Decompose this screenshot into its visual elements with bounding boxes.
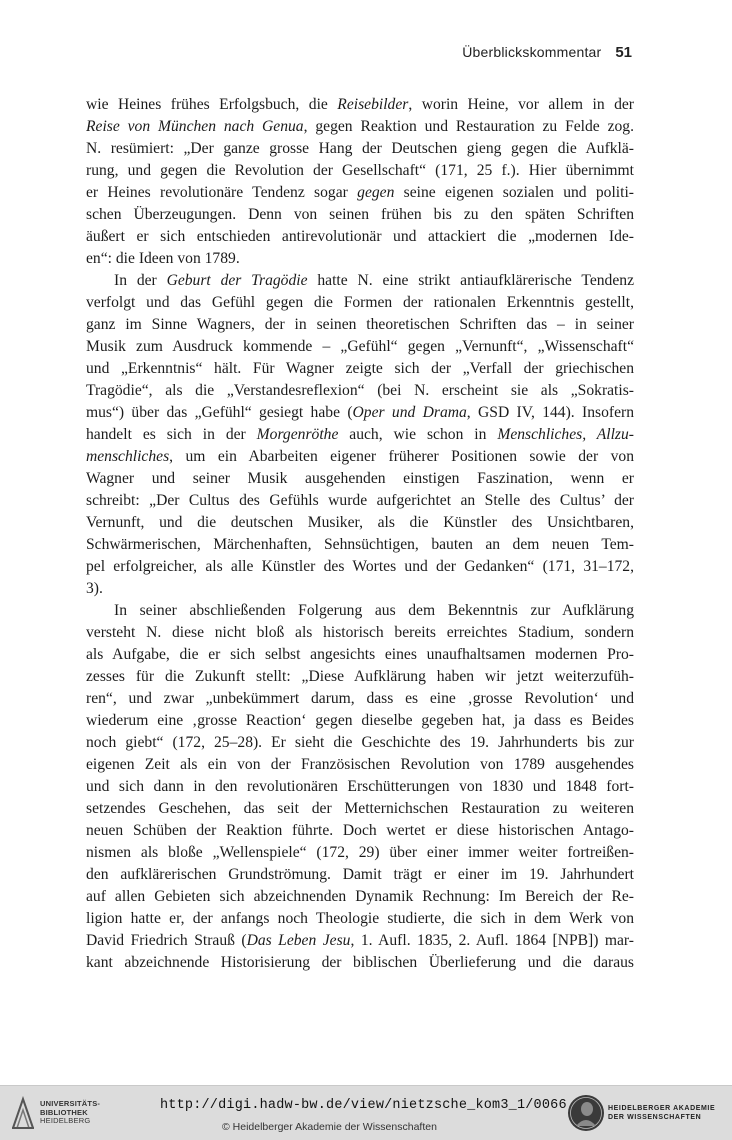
text-line: In der Geburt der Tragödie hatte N. eine strikt antiaufklärerische Tendenz	[114, 272, 634, 289]
library-logo[interactable]	[10, 1094, 106, 1134]
library-name-line1: UNIVERSITÄTS-	[40, 1099, 101, 1108]
text-line: er Heines revolutionäre Tendenz sogar gegen seine eigenen sozialen und politi-	[86, 184, 634, 201]
page-number: 51	[615, 44, 632, 61]
text-line: menschliches, um ein Abarbeiten eigener früherer Positionen sowie der von	[86, 448, 634, 465]
running-head	[462, 44, 632, 61]
footer-bar	[0, 1085, 732, 1140]
text-line: noch giebt“ (172, 25–28). Er sieht die Geschichte des 19. Jahrhunderts bis zur	[86, 734, 634, 751]
text-line: en“: die Ideen von 1789.	[86, 250, 240, 267]
text-line: schen Überzeugungen. Denn von seinen frühen bis zu den späten Schriften	[86, 206, 634, 223]
text-line: mus“) über das „Gefühl“ gesiegt habe (Oper und Drama, GSD IV, 144). Insofern	[86, 404, 634, 421]
text-line: wiederum eine ‚grosse Reaction‘ gegen dieselbe gegeben hat, ja dass es Beides	[86, 712, 634, 729]
text-line: äußert er sich entschieden antirevolutionär und attackiert die „modernen Ide-	[86, 228, 634, 245]
text-line: Vernunft, und die deutschen Musiker, als die Künstler des Unsichtbaren,	[86, 514, 634, 531]
academy-name-line1: HEIDELBERGER AKADEMIE	[608, 1105, 716, 1112]
text-line: kant abzeichnende Historisierung der biblischen Überlieferung und die daraus	[86, 954, 634, 971]
text-line: wie Heines frühes Erfolgsbuch, die Reisebilder, worin Heine, vor allem in der	[86, 96, 634, 113]
academy-portrait-icon	[566, 1092, 606, 1134]
library-seal-icon	[10, 1096, 36, 1130]
permalink-url[interactable]: http://digi.hadw-bw.de/view/nietzsche_kom3_1/0066	[160, 1098, 567, 1113]
text-line: Musik zum Ausdruck kommende – „Gefühl“ gegen „Vernunft“, „Wissenschaft“	[86, 338, 634, 355]
text-line: und sich dann in den revolutionären Erschütterungen von 1830 und 1848 fort-	[86, 778, 634, 795]
text-line: In seiner abschließenden Folgerung aus dem Bekenntnis zur Aufklärung	[114, 602, 634, 619]
text-line: pel erfolgreicher, als alle Künstler des Wortes und der Gedanken“ (171, 31–172,	[86, 558, 634, 575]
text-line: Tragödie“, als die „Verstandesreflexion“ (bei N. erscheint sie als „Sokratis-	[86, 382, 634, 399]
text-line: verfolgt und das Gefühl gegen die Formen der rationalen Erkenntnis gestellt,	[86, 294, 634, 311]
text-line: ligion hatte er, der anfangs noch Theologie studierte, die sich in dem Werk von	[86, 910, 634, 927]
academy-logo[interactable]	[566, 1092, 726, 1134]
text-line: Reise von München nach Genua, gegen Reaktion und Restauration zu Felde zog.	[86, 118, 634, 135]
library-name-line3: HEIDELBERG	[40, 1116, 91, 1125]
library-name-line2: BIBLIOTHEK	[40, 1107, 88, 1117]
text-line: versteht N. diese nicht bloß als historisch bereits erreichtes Stadium, sondern	[86, 624, 634, 641]
text-line: auf allen Gebieten sich abzeichnenden Dynamik Rechnung: Im Bereich der Re-	[86, 888, 634, 905]
text-line: und „Erkenntnis“ hält. Für Wagner zeigte sich der „Verfall der griechischen	[86, 360, 634, 377]
text-line: ganz im Sinne Wagners, der in seinen theoretischen Schriften das – in seiner	[86, 316, 634, 333]
text-line: N. resümiert: „Der ganze grosse Hang der Deutschen gieng gegen die Aufklä-	[86, 140, 634, 157]
text-line: schreibt: „Der Cultus des Gefühls wurde aufgerichtet an Stelle des Cultus’ der	[86, 492, 634, 509]
text-line: eigenen Zeit als ein von der Französischen Revolution von 1789 ausgehendes	[86, 756, 634, 773]
text-line: ren“, und zwar „unbekümmert darum, dass es eine ‚grosse Revolution‘ und	[86, 690, 634, 707]
copyright-notice: © Heidelberger Akademie der Wissenschaften	[222, 1121, 437, 1133]
text-line: handelt es sich in der Morgenröthe auch, wie schon in Menschliches, Allzu-	[86, 426, 634, 443]
text-line: setzendes Geschehen, das seit der Metternichschen Restauration zu weiteren	[86, 800, 634, 817]
text-line: als Aufgabe, die er sich selbst angesichts eines unaufhaltsamen modernen Pro-	[86, 646, 634, 663]
text-line: den aufklärerischen Grundströmung. Damit trägt er einer im 19. Jahrhundert	[86, 866, 634, 883]
text-line: Schwärmerischen, Märchenhaften, Sehnsüchtigen, bauten an dem neuen Tem-	[86, 536, 634, 553]
text-line: zesses für die Zukunft stellt: „Diese Aufklärung haben wir jetzt weiterzufüh-	[86, 668, 634, 685]
academy-name-line2: DER WISSENSCHAFTEN	[608, 1114, 702, 1121]
running-head-title: Überblickskommentar	[462, 44, 602, 60]
text-line: 3).	[86, 580, 103, 597]
text-line: Wagner und seiner Musik ausgehenden einstigen Faszination, wenn er	[86, 470, 634, 487]
text-line: nismen als bloße „Wellenspiele“ (172, 29) über einer immer weiter fortreißen-	[86, 844, 634, 861]
text-line: David Friedrich Strauß (Das Leben Jesu, 1. Aufl. 1835, 2. Aufl. 1864 [NPB]) mar-	[86, 932, 634, 949]
text-line: neuen Schüben der Reaktion führte. Doch wertet er diese historischen Antago-	[86, 822, 634, 839]
body-text	[86, 94, 634, 974]
text-line: rung, und gegen die Revolution der Gesellschaft“ (171, 25 f.). Hier übernimmt	[86, 162, 634, 179]
